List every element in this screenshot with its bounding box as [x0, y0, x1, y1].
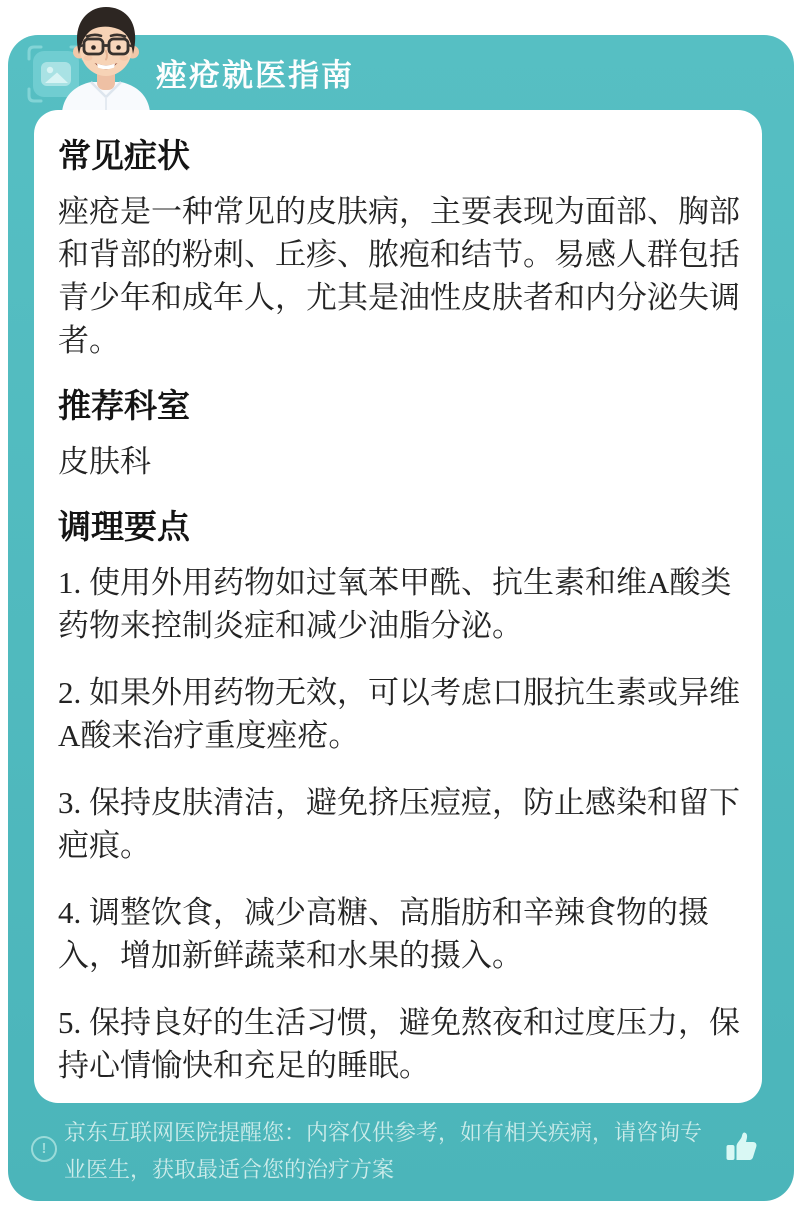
care-point-item-4: 4. 调整饮食，减少高糖、高脂肪和辛辣食物的摄入，增加新鲜蔬菜和水果的摄入。: [58, 895, 709, 973]
department-value: 皮肤科: [58, 444, 151, 479]
doctor-avatar: [50, 4, 162, 112]
care-point-item-1: 1. 使用外用药物如过氧苯甲酰、抗生素和维A酸类药物来控制炎症和减少油脂分泌。: [58, 565, 732, 643]
disclaimer-text: 京东互联网医院提醒您：内容仅供参考，如有相关疾病，请咨询专业医生，获取最适合您的治疗方案: [64, 1120, 703, 1182]
section-heading-symptoms: 常见症状: [58, 137, 190, 174]
symptoms-paragraph: 痤疮是一种常见的皮肤病，主要表现为面部、胸部和背部的粉刺、丘疹、脓疱和结节。易感人群包括青少年和成年人，尤其是油性皮肤者和内分泌失调者。: [58, 194, 740, 358]
care-point-item-2: 2. 如果外用药物无效，可以考虑口服抗生素或异维A酸来治疗重度痤疮。: [58, 675, 740, 753]
section-heading-care-points: 调理要点: [58, 508, 190, 545]
guide-card: [34, 110, 762, 1103]
care-point-item-3: 3. 保持皮肤清洁，避免挤压痘痘，防止感染和留下疤痕。: [58, 785, 740, 863]
section-heading-department: 推荐科室: [58, 387, 190, 424]
alert-circle-icon: !: [31, 1136, 57, 1162]
care-point-item-5: 5. 保持良好的生活习惯，避免熬夜和过度压力，保持心情愉快和充足的睡眠。: [58, 1005, 740, 1083]
thumbs-up-icon[interactable]: [723, 1128, 759, 1164]
page-title: 痤疮就医指南: [156, 58, 354, 93]
